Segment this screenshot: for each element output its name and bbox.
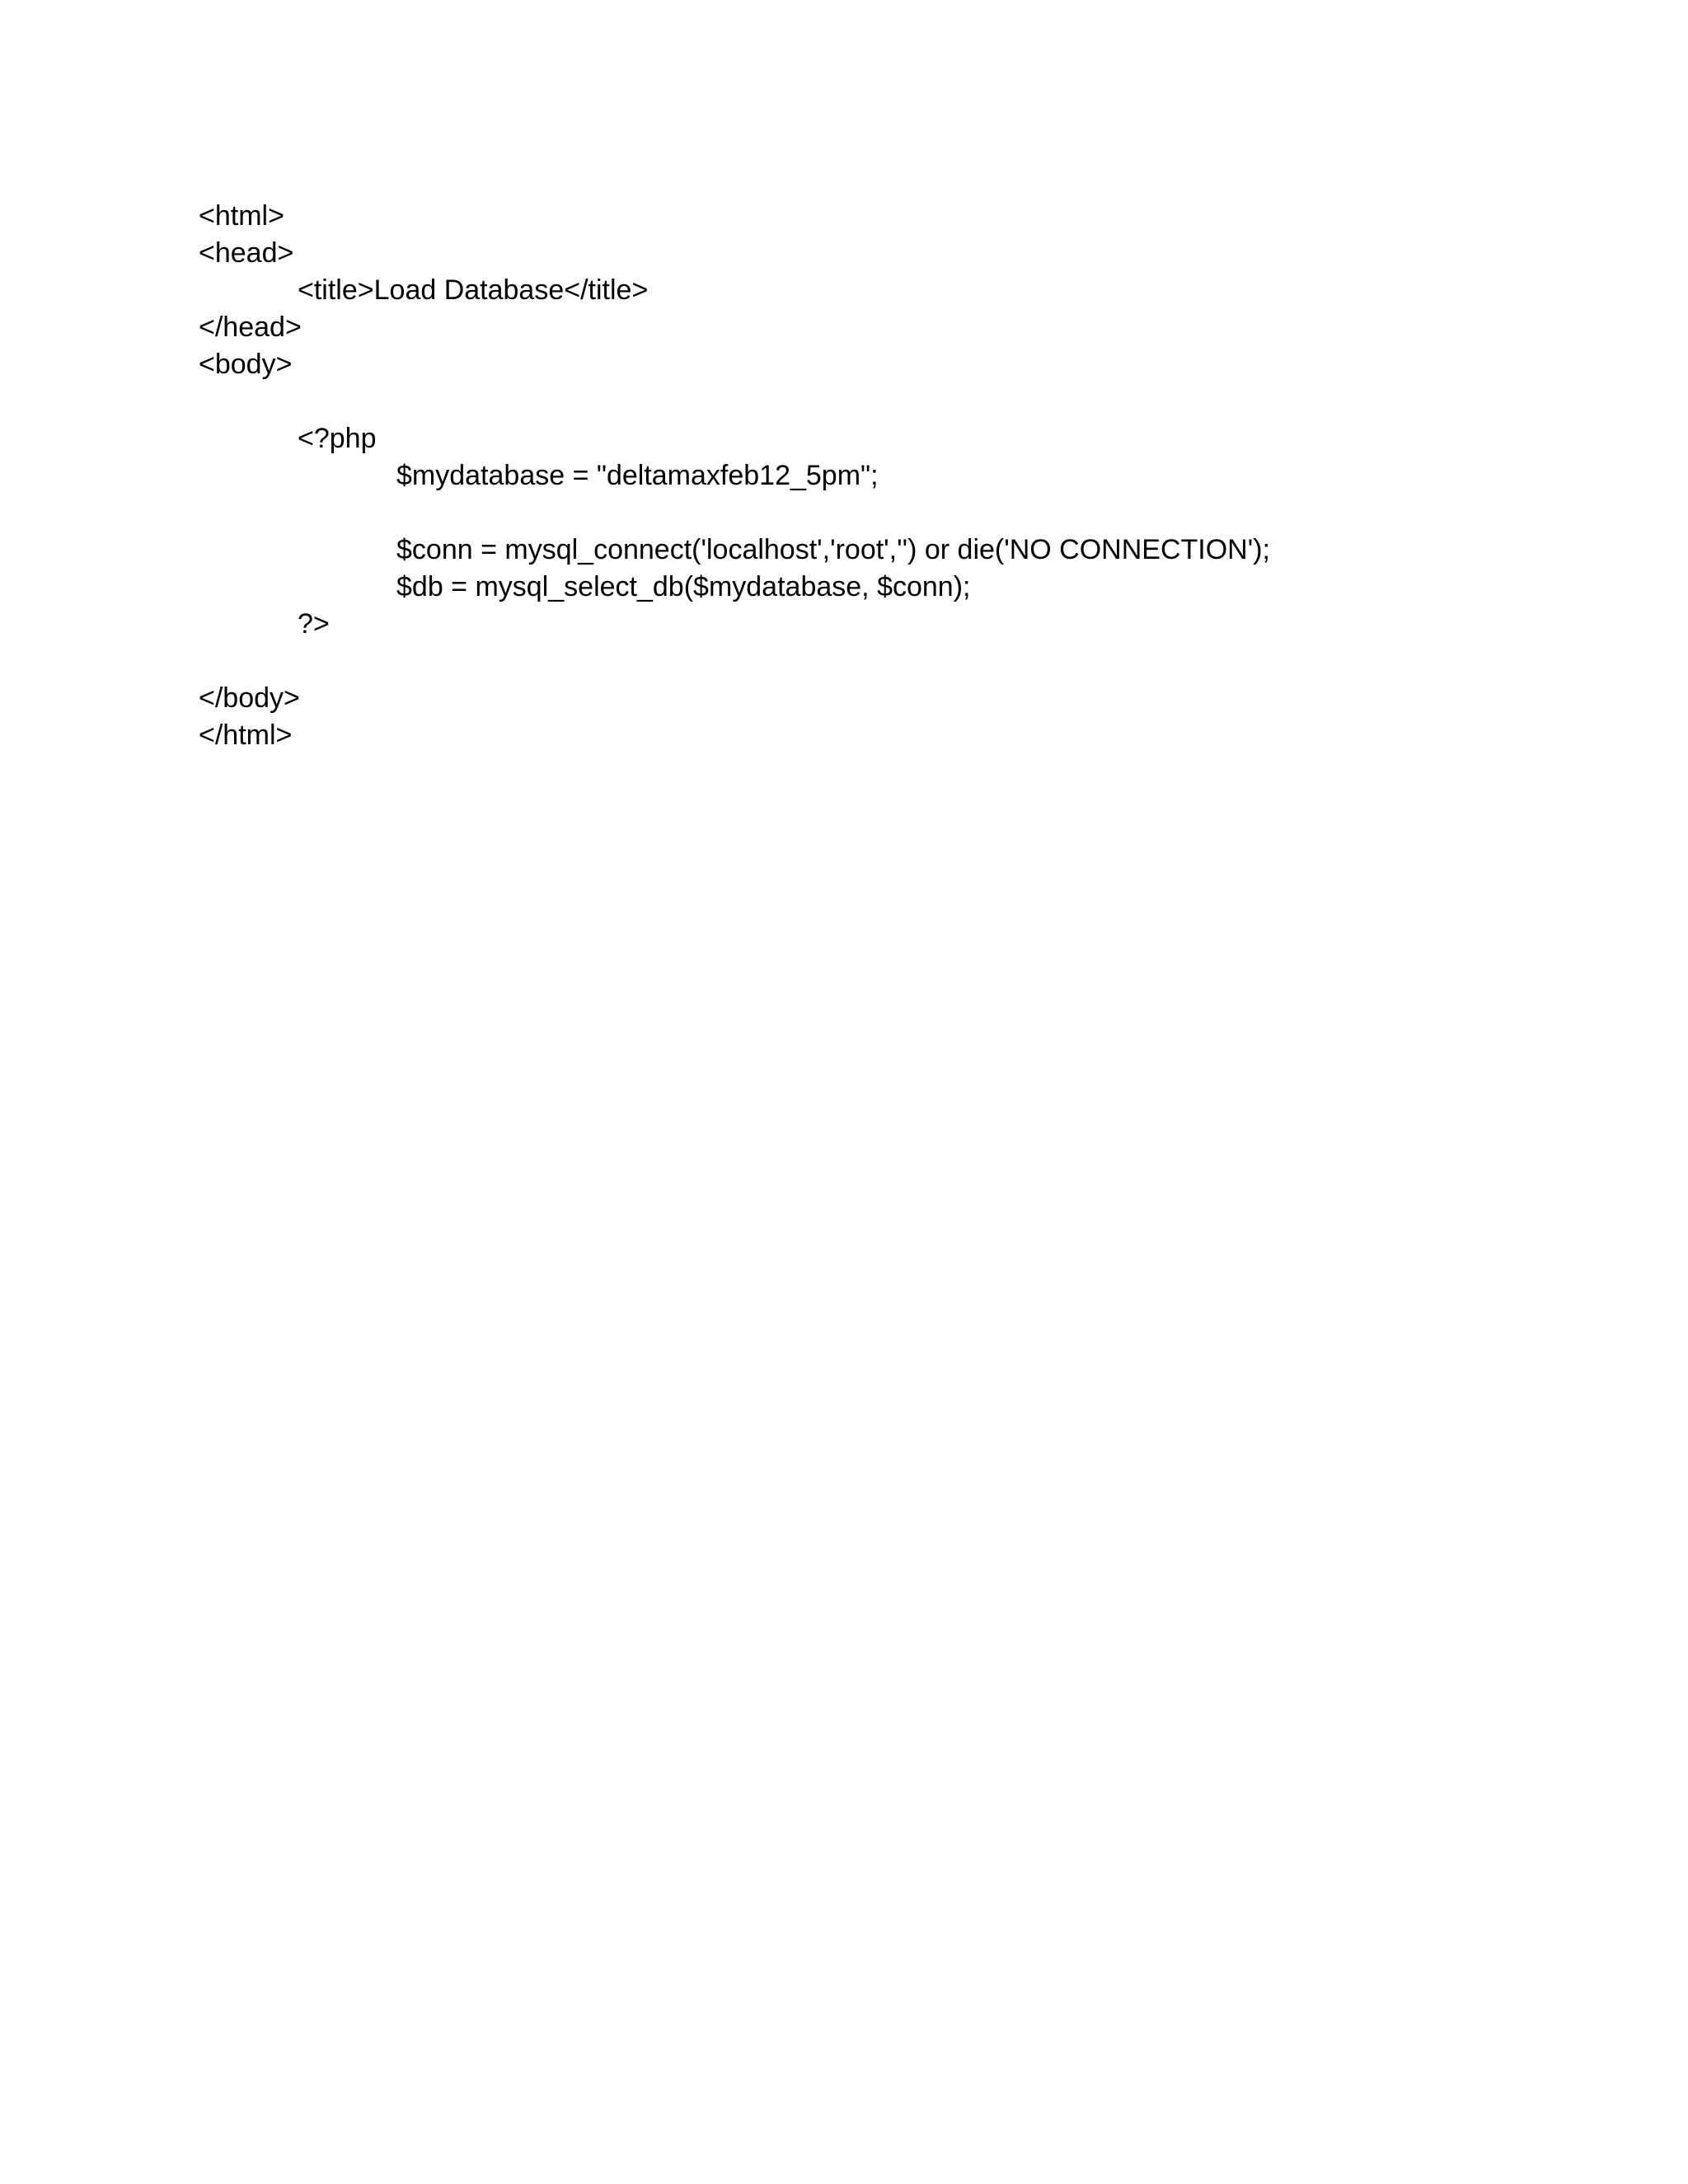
- code-line: <html>: [199, 200, 284, 232]
- blank-line: [199, 494, 1600, 532]
- code-line: <?php: [298, 423, 377, 454]
- code-line: $mydatabase = "deltamaxfeb12_5pm";: [396, 460, 879, 491]
- code-line: $db = mysql_select_db($mydatabase, $conn);: [396, 571, 971, 602]
- code-line: ?>: [298, 608, 330, 640]
- code-listing: [199, 198, 1600, 754]
- blank-line: [199, 383, 1600, 420]
- code-line: </head>: [199, 312, 302, 343]
- blank-line: [199, 643, 1600, 680]
- code-line: </html>: [199, 719, 293, 751]
- code-line: </body>: [199, 682, 300, 714]
- code-line: <body>: [199, 349, 293, 380]
- code-line: <head>: [199, 237, 294, 269]
- code-line: $conn = mysql_connect('localhost','root','') or die('NO CONNECTION');: [396, 534, 1270, 565]
- code-line: <title>Load Database</title>: [298, 274, 649, 306]
